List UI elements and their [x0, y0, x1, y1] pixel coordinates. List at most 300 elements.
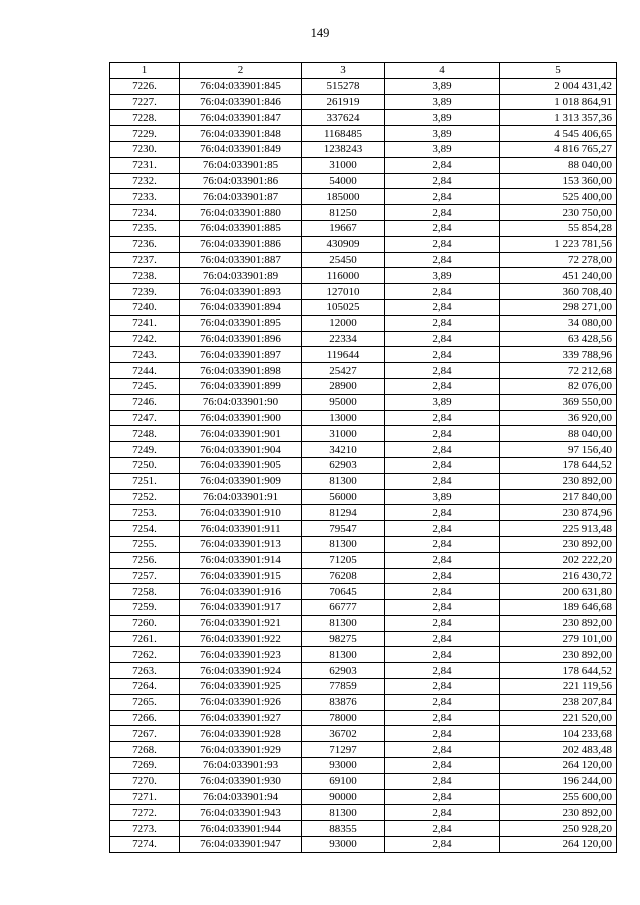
value-cell: 4 545 406,65 [500, 126, 617, 142]
area-cell: 81300 [302, 473, 385, 489]
row-number-cell: 7258. [110, 584, 180, 600]
row-number-cell: 7240. [110, 299, 180, 315]
column-header-5: 5 [500, 63, 617, 79]
table-row [110, 631, 617, 647]
row-number-cell: 7248. [110, 426, 180, 442]
rate-cell: 2,84 [385, 299, 500, 315]
rate-cell: 3,89 [385, 268, 500, 284]
cadastral-number-cell: 76:04:033901:924 [180, 663, 302, 679]
table-row [110, 805, 617, 821]
area-cell: 77859 [302, 679, 385, 695]
cadastral-number-cell: 76:04:033901:910 [180, 505, 302, 521]
row-number-cell: 7231. [110, 157, 180, 173]
rate-cell: 2,84 [385, 600, 500, 616]
value-cell: 238 207,84 [500, 694, 617, 710]
rate-cell: 2,84 [385, 789, 500, 805]
table-row [110, 473, 617, 489]
row-number-cell: 7262. [110, 647, 180, 663]
value-cell: 525 400,00 [500, 189, 617, 205]
value-cell: 202 222,20 [500, 552, 617, 568]
value-cell: 2 004 431,42 [500, 78, 617, 94]
value-cell: 339 788,96 [500, 347, 617, 363]
area-cell: 90000 [302, 789, 385, 805]
table-row [110, 94, 617, 110]
row-number-cell: 7274. [110, 837, 180, 853]
row-number-cell: 7265. [110, 694, 180, 710]
rate-cell: 3,89 [385, 394, 500, 410]
cadastral-number-cell: 76:04:033901:925 [180, 679, 302, 695]
cadastral-number-cell: 76:04:033901:905 [180, 457, 302, 473]
cadastral-number-cell: 76:04:033901:909 [180, 473, 302, 489]
cadastral-number-cell: 76:04:033901:93 [180, 758, 302, 774]
area-cell: 98275 [302, 631, 385, 647]
row-number-cell: 7271. [110, 789, 180, 805]
row-number-cell: 7256. [110, 552, 180, 568]
cadastral-number-cell: 76:04:033901:894 [180, 299, 302, 315]
row-number-cell: 7227. [110, 94, 180, 110]
table-row [110, 299, 617, 315]
cadastral-number-cell: 76:04:033901:930 [180, 773, 302, 789]
row-number-cell: 7234. [110, 205, 180, 221]
value-cell: 72 212,68 [500, 363, 617, 379]
cadastral-number-cell: 76:04:033901:922 [180, 631, 302, 647]
value-cell: 72 278,00 [500, 252, 617, 268]
cadastral-number-cell: 76:04:033901:893 [180, 284, 302, 300]
rate-cell: 2,84 [385, 694, 500, 710]
rate-cell: 2,84 [385, 284, 500, 300]
value-cell: 200 631,80 [500, 584, 617, 600]
area-cell: 337624 [302, 110, 385, 126]
rate-cell: 3,89 [385, 141, 500, 157]
row-number-cell: 7233. [110, 189, 180, 205]
row-number-cell: 7230. [110, 141, 180, 157]
area-cell: 95000 [302, 394, 385, 410]
rate-cell: 2,84 [385, 331, 500, 347]
table-row [110, 173, 617, 189]
area-cell: 81294 [302, 505, 385, 521]
area-cell: 71297 [302, 742, 385, 758]
area-cell: 54000 [302, 173, 385, 189]
cadastral-number-cell: 76:04:033901:929 [180, 742, 302, 758]
table-row [110, 110, 617, 126]
area-cell: 1238243 [302, 141, 385, 157]
area-cell: 76208 [302, 568, 385, 584]
row-number-cell: 7259. [110, 600, 180, 616]
cadastral-number-cell: 76:04:033901:85 [180, 157, 302, 173]
value-cell: 1 018 864,91 [500, 94, 617, 110]
area-cell: 78000 [302, 710, 385, 726]
rate-cell: 2,84 [385, 473, 500, 489]
rate-cell: 2,84 [385, 205, 500, 221]
area-cell: 116000 [302, 268, 385, 284]
table-row [110, 742, 617, 758]
table-row [110, 710, 617, 726]
cadastral-number-cell: 76:04:033901:89 [180, 268, 302, 284]
rate-cell: 2,84 [385, 710, 500, 726]
rate-cell: 2,84 [385, 236, 500, 252]
rate-cell: 2,84 [385, 647, 500, 663]
row-number-cell: 7232. [110, 173, 180, 189]
column-header-4: 4 [385, 63, 500, 79]
row-number-cell: 7270. [110, 773, 180, 789]
table-row [110, 284, 617, 300]
cadastral-number-cell: 76:04:033901:848 [180, 126, 302, 142]
cadastral-number-cell: 76:04:033901:885 [180, 220, 302, 236]
rate-cell: 2,84 [385, 758, 500, 774]
row-number-cell: 7246. [110, 394, 180, 410]
value-cell: 230 892,00 [500, 473, 617, 489]
cadastral-number-cell: 76:04:033901:944 [180, 821, 302, 837]
rate-cell: 2,84 [385, 837, 500, 853]
value-cell: 221 119,56 [500, 679, 617, 695]
cadastral-number-cell: 76:04:033901:846 [180, 94, 302, 110]
value-cell: 264 120,00 [500, 758, 617, 774]
area-cell: 83876 [302, 694, 385, 710]
table-row [110, 220, 617, 236]
value-cell: 216 430,72 [500, 568, 617, 584]
table-row [110, 789, 617, 805]
table-row [110, 378, 617, 394]
row-number-cell: 7239. [110, 284, 180, 300]
area-cell: 127010 [302, 284, 385, 300]
rate-cell: 2,84 [385, 773, 500, 789]
table-row [110, 694, 617, 710]
row-number-cell: 7228. [110, 110, 180, 126]
rate-cell: 2,84 [385, 252, 500, 268]
row-number-cell: 7242. [110, 331, 180, 347]
rate-cell: 3,89 [385, 78, 500, 94]
cadastral-number-cell: 76:04:033901:928 [180, 726, 302, 742]
value-cell: 97 156,40 [500, 442, 617, 458]
area-cell: 79547 [302, 521, 385, 537]
column-header-2: 2 [180, 63, 302, 79]
value-cell: 230 892,00 [500, 805, 617, 821]
area-cell: 81300 [302, 647, 385, 663]
cadastral-number-cell: 76:04:033901:887 [180, 252, 302, 268]
table-row [110, 663, 617, 679]
rate-cell: 3,89 [385, 94, 500, 110]
area-cell: 93000 [302, 837, 385, 853]
table-row [110, 268, 617, 284]
table-row [110, 78, 617, 94]
row-number-cell: 7269. [110, 758, 180, 774]
row-number-cell: 7241. [110, 315, 180, 331]
table-row [110, 679, 617, 695]
cadastral-number-cell: 76:04:033901:898 [180, 363, 302, 379]
rate-cell: 2,84 [385, 615, 500, 631]
row-number-cell: 7254. [110, 521, 180, 537]
table-row [110, 394, 617, 410]
rate-cell: 2,84 [385, 410, 500, 426]
cadastral-number-cell: 76:04:033901:917 [180, 600, 302, 616]
cadastral-number-cell: 76:04:033901:947 [180, 837, 302, 853]
rate-cell: 3,89 [385, 489, 500, 505]
cadastral-number-cell: 76:04:033901:913 [180, 536, 302, 552]
cadastral-number-cell: 76:04:033901:911 [180, 521, 302, 537]
cadastral-number-cell: 76:04:033901:943 [180, 805, 302, 821]
value-cell: 1 223 781,56 [500, 236, 617, 252]
value-cell: 88 040,00 [500, 426, 617, 442]
value-cell: 451 240,00 [500, 268, 617, 284]
area-cell: 185000 [302, 189, 385, 205]
rate-cell: 2,84 [385, 726, 500, 742]
area-cell: 66777 [302, 600, 385, 616]
cadastral-number-cell: 76:04:033901:904 [180, 442, 302, 458]
cadastral-number-cell: 76:04:033901:886 [180, 236, 302, 252]
row-number-cell: 7235. [110, 220, 180, 236]
rate-cell: 2,84 [385, 552, 500, 568]
cadastral-number-cell: 76:04:033901:86 [180, 173, 302, 189]
value-cell: 82 076,00 [500, 378, 617, 394]
area-cell: 13000 [302, 410, 385, 426]
area-cell: 261919 [302, 94, 385, 110]
value-cell: 178 644,52 [500, 663, 617, 679]
value-cell: 298 271,00 [500, 299, 617, 315]
rate-cell: 2,84 [385, 457, 500, 473]
table-row [110, 505, 617, 521]
rate-cell: 2,84 [385, 173, 500, 189]
rate-cell: 2,84 [385, 505, 500, 521]
area-cell: 119644 [302, 347, 385, 363]
value-cell: 178 644,52 [500, 457, 617, 473]
cadastral-number-cell: 76:04:033901:900 [180, 410, 302, 426]
area-cell: 81250 [302, 205, 385, 221]
row-number-cell: 7229. [110, 126, 180, 142]
row-number-cell: 7268. [110, 742, 180, 758]
column-header-1: 1 [110, 63, 180, 79]
cadastral-number-cell: 76:04:033901:923 [180, 647, 302, 663]
row-number-cell: 7243. [110, 347, 180, 363]
area-cell: 31000 [302, 426, 385, 442]
row-number-cell: 7272. [110, 805, 180, 821]
value-cell: 4 816 765,27 [500, 141, 617, 157]
value-cell: 369 550,00 [500, 394, 617, 410]
cadastral-number-cell: 76:04:033901:916 [180, 584, 302, 600]
row-number-cell: 7226. [110, 78, 180, 94]
table-row [110, 773, 617, 789]
table-row [110, 837, 617, 853]
row-number-cell: 7257. [110, 568, 180, 584]
table-row [110, 536, 617, 552]
rate-cell: 2,84 [385, 426, 500, 442]
value-cell: 55 854,28 [500, 220, 617, 236]
rate-cell: 2,84 [385, 378, 500, 394]
rate-cell: 2,84 [385, 584, 500, 600]
row-number-cell: 7267. [110, 726, 180, 742]
cadastral-number-cell: 76:04:033901:901 [180, 426, 302, 442]
value-cell: 360 708,40 [500, 284, 617, 300]
area-cell: 105025 [302, 299, 385, 315]
table-row [110, 568, 617, 584]
area-cell: 515278 [302, 78, 385, 94]
table-row [110, 157, 617, 173]
row-number-cell: 7250. [110, 457, 180, 473]
rate-cell: 2,84 [385, 521, 500, 537]
cadastral-number-cell: 76:04:033901:895 [180, 315, 302, 331]
value-cell: 1 313 357,36 [500, 110, 617, 126]
row-number-cell: 7264. [110, 679, 180, 695]
cadastral-number-cell: 76:04:033901:915 [180, 568, 302, 584]
rate-cell: 2,84 [385, 679, 500, 695]
area-cell: 31000 [302, 157, 385, 173]
row-number-cell: 7252. [110, 489, 180, 505]
row-number-cell: 7236. [110, 236, 180, 252]
table-row [110, 126, 617, 142]
value-cell: 230 892,00 [500, 536, 617, 552]
table-body [110, 78, 617, 852]
rate-cell: 2,84 [385, 663, 500, 679]
value-cell: 230 892,00 [500, 615, 617, 631]
cadastral-number-cell: 76:04:033901:921 [180, 615, 302, 631]
table-row [110, 489, 617, 505]
area-cell: 93000 [302, 758, 385, 774]
table-row [110, 363, 617, 379]
cadastral-number-cell: 76:04:033901:927 [180, 710, 302, 726]
area-cell: 25450 [302, 252, 385, 268]
value-cell: 36 920,00 [500, 410, 617, 426]
rate-cell: 2,84 [385, 157, 500, 173]
column-header-3: 3 [302, 63, 385, 79]
value-cell: 279 101,00 [500, 631, 617, 647]
row-number-cell: 7261. [110, 631, 180, 647]
table-row [110, 442, 617, 458]
table-row [110, 252, 617, 268]
row-number-cell: 7255. [110, 536, 180, 552]
cadastral-number-cell: 76:04:033901:90 [180, 394, 302, 410]
table-row [110, 236, 617, 252]
cadastral-number-cell: 76:04:033901:897 [180, 347, 302, 363]
area-cell: 25427 [302, 363, 385, 379]
cadastral-number-cell: 76:04:033901:845 [180, 78, 302, 94]
rate-cell: 2,84 [385, 442, 500, 458]
table-row [110, 315, 617, 331]
value-cell: 217 840,00 [500, 489, 617, 505]
row-number-cell: 7260. [110, 615, 180, 631]
table-row [110, 426, 617, 442]
table-row [110, 457, 617, 473]
rate-cell: 2,84 [385, 220, 500, 236]
cadastral-number-cell: 76:04:033901:880 [180, 205, 302, 221]
area-cell: 1168485 [302, 126, 385, 142]
row-number-cell: 7253. [110, 505, 180, 521]
area-cell: 62903 [302, 457, 385, 473]
value-cell: 250 928,20 [500, 821, 617, 837]
area-cell: 22334 [302, 331, 385, 347]
table-header [110, 63, 617, 79]
area-cell: 81300 [302, 615, 385, 631]
table-row [110, 600, 617, 616]
rate-cell: 2,84 [385, 631, 500, 647]
table-row [110, 189, 617, 205]
header-row [110, 63, 617, 79]
page-number: 149 [310, 26, 330, 40]
row-number-cell: 7247. [110, 410, 180, 426]
rate-cell: 3,89 [385, 126, 500, 142]
row-number-cell: 7251. [110, 473, 180, 489]
area-cell: 34210 [302, 442, 385, 458]
cadastral-number-cell: 76:04:033901:896 [180, 331, 302, 347]
cadastral-number-cell: 76:04:033901:926 [180, 694, 302, 710]
area-cell: 36702 [302, 726, 385, 742]
cadastral-number-cell: 76:04:033901:899 [180, 378, 302, 394]
row-number-cell: 7249. [110, 442, 180, 458]
cadastral-number-cell: 76:04:033901:94 [180, 789, 302, 805]
area-cell: 69100 [302, 773, 385, 789]
table-row [110, 615, 617, 631]
cadastral-number-cell: 76:04:033901:914 [180, 552, 302, 568]
table-row [110, 552, 617, 568]
rate-cell: 2,84 [385, 363, 500, 379]
value-cell: 264 120,00 [500, 837, 617, 853]
table-row [110, 726, 617, 742]
value-cell: 104 233,68 [500, 726, 617, 742]
rate-cell: 2,84 [385, 536, 500, 552]
rate-cell: 3,89 [385, 110, 500, 126]
rate-cell: 2,84 [385, 189, 500, 205]
value-cell: 202 483,48 [500, 742, 617, 758]
rate-cell: 2,84 [385, 315, 500, 331]
row-number-cell: 7263. [110, 663, 180, 679]
area-cell: 28900 [302, 378, 385, 394]
area-cell: 19667 [302, 220, 385, 236]
area-cell: 62903 [302, 663, 385, 679]
cadastral-number-cell: 76:04:033901:849 [180, 141, 302, 157]
value-cell: 196 244,00 [500, 773, 617, 789]
rate-cell: 2,84 [385, 742, 500, 758]
area-cell: 56000 [302, 489, 385, 505]
row-number-cell: 7273. [110, 821, 180, 837]
table-row [110, 205, 617, 221]
table-row [110, 647, 617, 663]
value-cell: 88 040,00 [500, 157, 617, 173]
area-cell: 12000 [302, 315, 385, 331]
value-cell: 230 874,96 [500, 505, 617, 521]
rate-cell: 2,84 [385, 805, 500, 821]
area-cell: 430909 [302, 236, 385, 252]
cadastral-number-cell: 76:04:033901:847 [180, 110, 302, 126]
row-number-cell: 7245. [110, 378, 180, 394]
row-number-cell: 7244. [110, 363, 180, 379]
rate-cell: 2,84 [385, 347, 500, 363]
value-cell: 255 600,00 [500, 789, 617, 805]
area-cell: 81300 [302, 536, 385, 552]
table-row [110, 347, 617, 363]
area-cell: 88355 [302, 821, 385, 837]
value-cell: 34 080,00 [500, 315, 617, 331]
table-row [110, 758, 617, 774]
area-cell: 81300 [302, 805, 385, 821]
row-number-cell: 7266. [110, 710, 180, 726]
table-row [110, 521, 617, 537]
cadastral-number-cell: 76:04:033901:91 [180, 489, 302, 505]
rate-cell: 2,84 [385, 821, 500, 837]
row-number-cell: 7238. [110, 268, 180, 284]
value-cell: 230 750,00 [500, 205, 617, 221]
table-row [110, 141, 617, 157]
value-cell: 153 360,00 [500, 173, 617, 189]
value-cell: 189 646,68 [500, 600, 617, 616]
value-cell: 63 428,56 [500, 331, 617, 347]
rate-cell: 2,84 [385, 568, 500, 584]
table-row [110, 410, 617, 426]
row-number-cell: 7237. [110, 252, 180, 268]
cadastral-number-cell: 76:04:033901:87 [180, 189, 302, 205]
value-cell: 225 913,48 [500, 521, 617, 537]
table-row [110, 584, 617, 600]
value-cell: 230 892,00 [500, 647, 617, 663]
table-row [110, 821, 617, 837]
value-cell: 221 520,00 [500, 710, 617, 726]
